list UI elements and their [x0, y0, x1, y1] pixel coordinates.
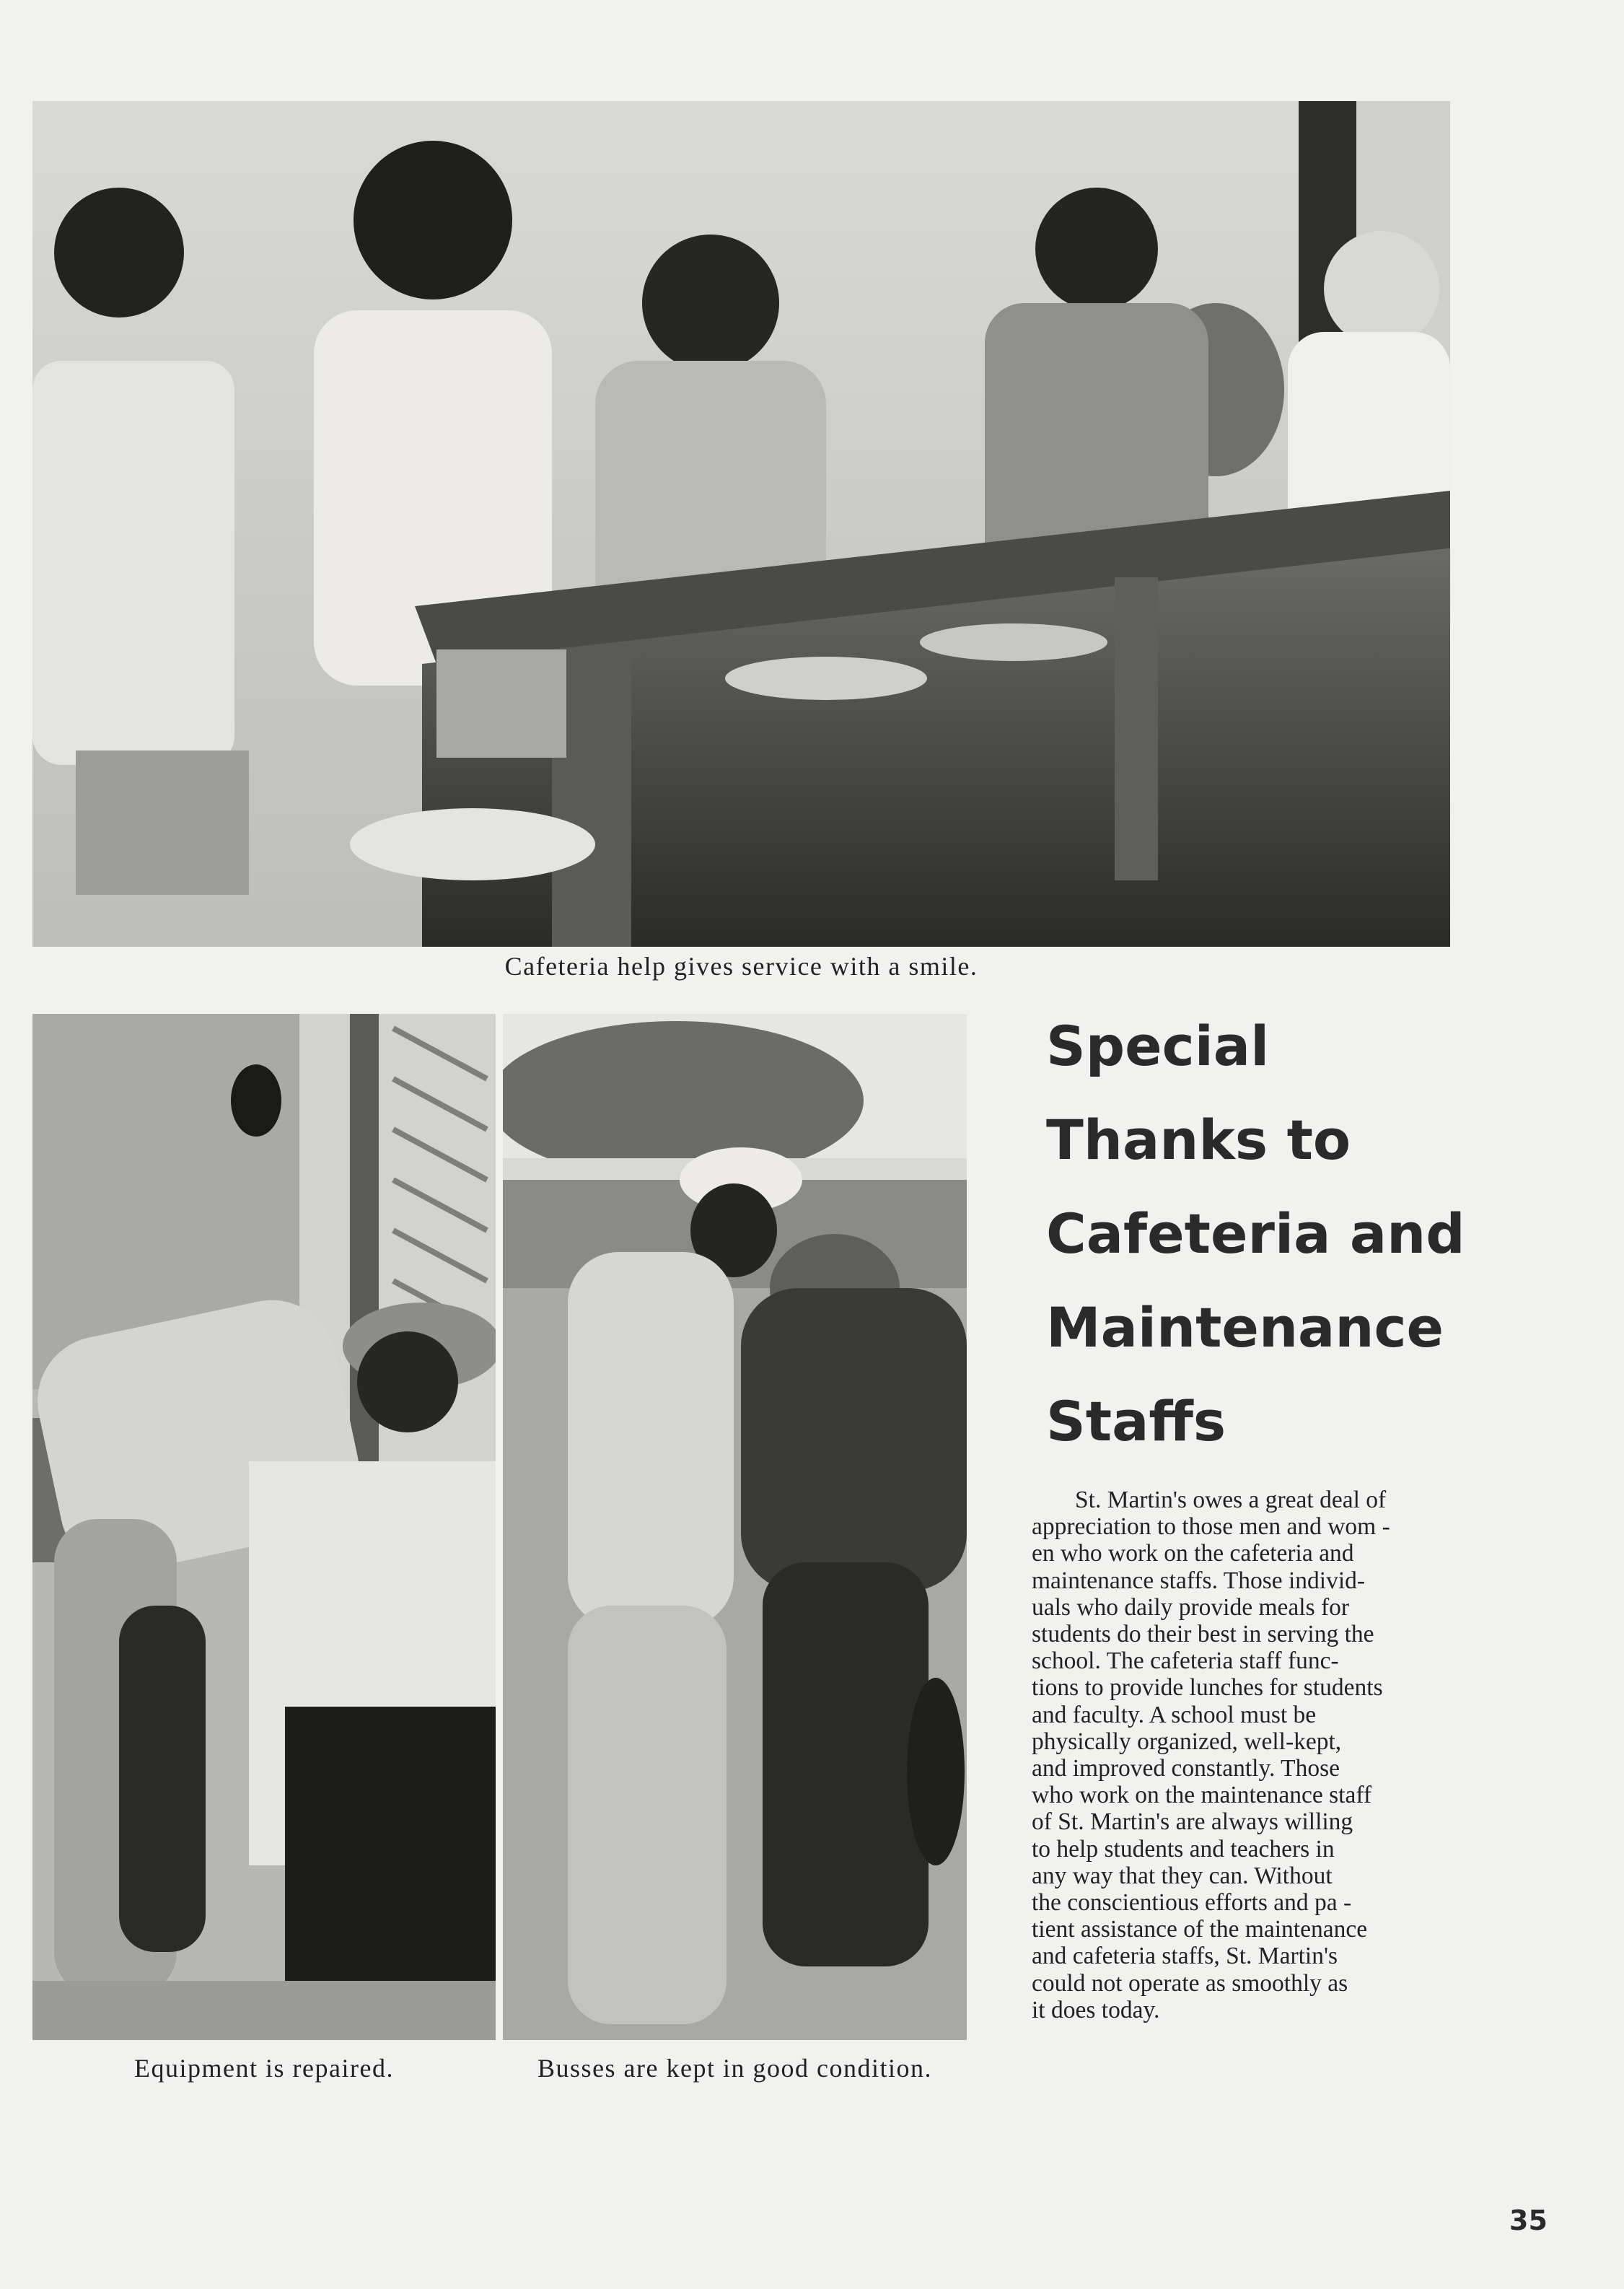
body-line: the conscientious efforts and pa - — [1032, 1889, 1352, 1917]
article-headline — [1046, 999, 1566, 1469]
body-line: uals who daily provide meals for — [1032, 1593, 1350, 1621]
body-line: St. Martin's owes a great deal of — [1075, 1487, 1387, 1513]
equipment-photo — [32, 1014, 496, 2040]
body-line: and improved constantly. Those — [1032, 1755, 1340, 1782]
equipment-photo-image — [32, 1014, 496, 2040]
cafeteria-photo-image — [32, 101, 1450, 947]
body-line: to help students and teachers in — [1032, 1835, 1335, 1863]
body-line: of St. Martin's are always willing — [1032, 1808, 1353, 1836]
body-line: and cafeteria staffs, St. Martin's — [1032, 1943, 1338, 1970]
page-number: 35 — [1509, 2205, 1548, 2236]
body-line: tient assistance of the maintenance — [1032, 1916, 1368, 1943]
body-line: it does today. — [1032, 1996, 1160, 2023]
headline-line: Thanks to — [1046, 1108, 1351, 1172]
cafeteria-caption: Cafeteria help gives service with a smile. — [504, 952, 978, 981]
body-line: any way that they can. Without — [1032, 1862, 1333, 1889]
cafeteria-photo — [32, 101, 1450, 947]
article-body — [1032, 1487, 1472, 2023]
equipment-caption: Equipment is repaired. — [134, 2054, 394, 2083]
busses-photo-image — [503, 1014, 967, 2040]
body-line: appreciation to those men and wom - — [1032, 1513, 1390, 1541]
body-line: could not operate as smoothly as — [1032, 1969, 1348, 1997]
body-line: maintenance staffs. Those individ- — [1032, 1567, 1366, 1594]
headline-line: Special — [1046, 1014, 1270, 1078]
busses-photo — [503, 1014, 967, 2040]
body-line: physically organized, well-kept, — [1032, 1728, 1342, 1755]
body-line: who work on the maintenance staff — [1032, 1782, 1372, 1809]
busses-caption: Busses are kept in good condition. — [537, 2054, 932, 2083]
body-line: en who work on the cafeteria and — [1032, 1540, 1354, 1567]
body-line: and faculty. A school must be — [1032, 1701, 1317, 1728]
headline-line: Maintenance — [1046, 1295, 1444, 1360]
body-line: students do their best in serving the — [1032, 1621, 1374, 1648]
body-line: school. The cafeteria staff func- — [1032, 1647, 1339, 1675]
body-line: tions to provide lunches for students — [1032, 1674, 1383, 1702]
headline-line: Cafeteria and — [1046, 1202, 1465, 1266]
headline-line: Staffs — [1046, 1389, 1226, 1453]
